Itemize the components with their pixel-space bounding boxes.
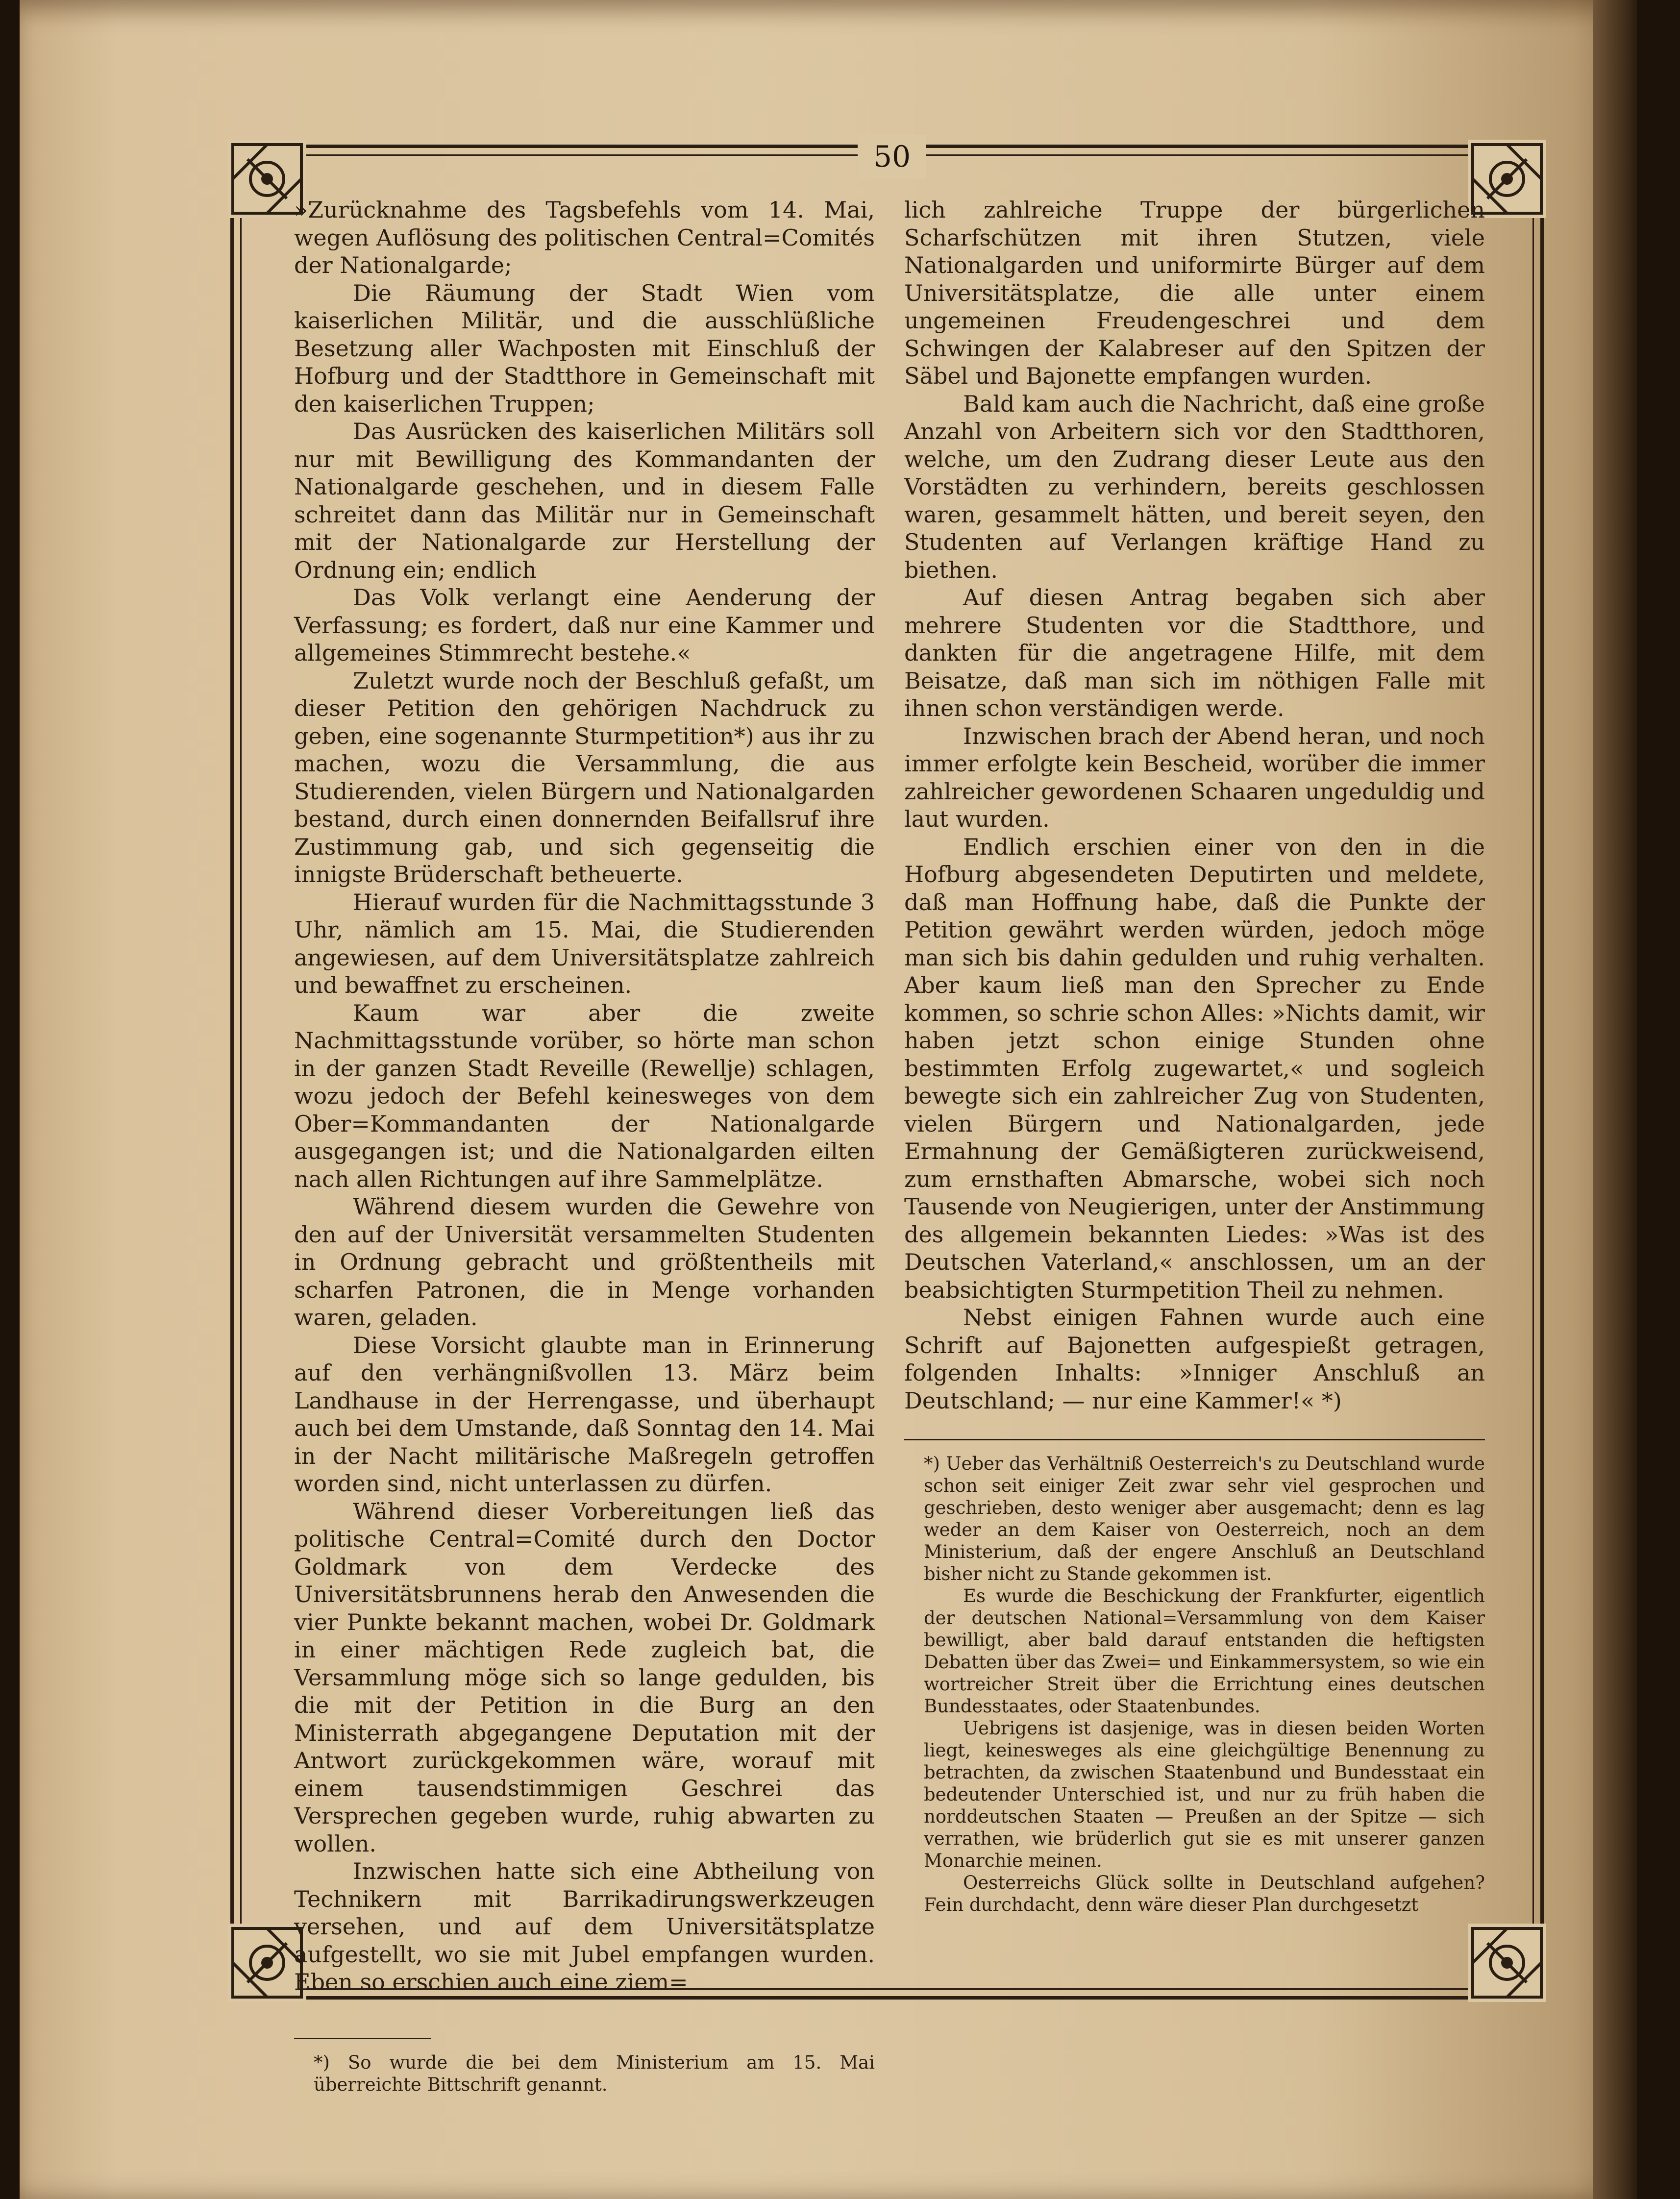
paragraph: Inzwischen hatte sich eine Abtheilung von Technikern mit Barrikadirungswerkzeugen versehen, und auf dem Universitätsplatze aufgestellt, wo sie mit Jubel empfangen wurden. Eben so erschien auch eine ziem= (294, 1858, 875, 1995)
page-number: 50 (858, 135, 926, 179)
paragraph: lich zahlreiche Truppe der bürgerlichen Scharfschützen mit ihren Stutzen, viele Nationalgarden und uniformirte Bürger auf dem Universitätsplatze, die alle unter einem ungemeinen Freudengeschrei und dem Schwingen der Kalabreser auf den Spitzen der Säbel und Bajonette empfangen wurden. (904, 197, 1485, 389)
left-text-column (294, 196, 875, 2096)
footnote-text: Es wurde die Beschickung der Frankfurter, eigentlich der deutschen National=Versammlung von dem Kaiser bewilligt, aber bald darauf entstanden die heftigsten Debatten über das Zwei= und Einkammersystem, so wie ein wortreicher Streit über die Errichtung eines deutschen Bundesstaates, oder Staatenbundes. (924, 1585, 1485, 1717)
footnote-text: *) Ueber das Verhältniß Oesterreich's zu Deutschland wurde schon seit einiger Zeit zwar sehr viel gesprochen und geschrieben, desto weniger aber ausgemacht; denn es lag weder an dem Kaiser von Oesterreich, noch an dem Ministerium, daß der engere Anschluß an Deutschland bisher nicht zu Stande gekommen ist. (924, 1453, 1485, 1584)
paragraph: »Zurücknahme des Tagsbefehls vom 14. Mai, wegen Auflösung des politischen Central=Comités der Nationalgarde; (294, 197, 875, 278)
ornament-corner-bottom-right-icon (1468, 1924, 1546, 2002)
paragraph: Die Räumung der Stadt Wien vom kaiserlichen Militär, und die ausschlüßliche Besetzung aller Wachposten mit Einschluß der Hofburg und der Stadtthore in Gemeinschaft mit den kaiserlichen Truppen; (294, 279, 875, 417)
footnote-left (294, 2051, 875, 2096)
paragraph: Auf diesen Antrag begaben sich aber mehrere Studenten vor die Stadtthore, und dankten für die angetragene Hilfe, mit dem Beisatze, daß man sich im nöthigen Falle mit ihnen schon verständigen werde. (904, 584, 1485, 721)
paragraph: Hierauf wurden für die Nachmittagsstunde 3 Uhr, nämlich am 15. Mai, die Studierenden angewiesen, auf dem Universitätsplatze zahlreich und bewaffnet zu erscheinen. (294, 889, 875, 998)
footnote-right (904, 1453, 1485, 1916)
paragraph: Zuletzt wurde noch der Beschluß gefaßt, um dieser Petition den gehörigen Nachdruck zu geben, eine sogenannte Sturmpetition*) aus ihr zu machen, wozu die Versammlung, die aus Studierenden, vielen Bürgern und Nationalgarden bestand, durch einen donnernden Beifallsruf ihre Zustimmung gab, und sich gegenseitig die innigste Brüderschaft betheuerte. (294, 667, 875, 888)
footnote-divider (294, 2038, 431, 2039)
paragraph: Während dieser Vorbereitungen ließ das politische Central=Comité durch den Doctor Goldmark von dem Verdecke des Universitätsbrunnens herab den Anwesenden die vier Punkte bekannt machen, wobei Dr. Goldmark in einer mächtigen Rede zugleich bat, die Versammlung möge sich so lange gedulden, bis die mit der Petition in die Burg an den Ministerrath abgegangene Deputation mit der Antwort zurückgekommen wäre, worauf mit einem tausendstimmigen Geschrei das Versprechen gegeben wurde, ruhig abwarten zu wollen. (294, 1498, 875, 1857)
paragraph: Inzwischen brach der Abend heran, und noch immer erfolgte kein Bescheid, worüber die immer zahlreicher gewordenen Schaaren ungeduldig und laut wurden. (904, 722, 1485, 832)
footnote-divider (904, 1439, 1485, 1440)
paragraph: Bald kam auch die Nachricht, daß eine große Anzahl von Arbeitern sich vor den Stadtthoren, welche, um den Zudrang dieser Leute aus den Vorstädten zu verhindern, bereits geschlossen waren, gesammelt hätten, und bereit seyen, den Studenten auf Verlangen kräftige Hand zu biethen. (904, 390, 1485, 583)
right-text-column (904, 196, 1485, 1916)
footnote-text: Oesterreichs Glück sollte in Deutschland aufgehen? Fein durchdacht, denn wäre dieser Plan durchgesetzt (924, 1872, 1485, 1915)
paragraph: Während diesem wurden die Gewehre von den auf der Universität versammelten Studenten in Ordnung gebracht und größtentheils mit scharfen Patronen, die in Menge vorhanden waren, geladen. (294, 1193, 875, 1331)
paragraph: Nebst einigen Fahnen wurde auch eine Schrift auf Bajonetten aufgespießt getragen, folgenden Inhalts: »Inniger Anschluß an Deutschland; — nur eine Kammer!« *) (904, 1304, 1485, 1414)
footnote-text: *) So wurde die bei dem Ministerium am 15. Mai überreichte Bittschrift genannt. (314, 2051, 875, 2095)
paragraph: Endlich erschien einer von den in die Hofburg abgesendeten Deputirten und meldete, daß man Hoffnung habe, daß die Punkte der Petition gewährt werden würden, jedoch möge man sich bis dahin gedulden und ruhig verhalten. Aber kaum ließ man den Sprecher zu Ende kommen, so schrie schon Alles: »Nichts damit, wir haben jetzt schon einige Stunden ohne bestimmten Erfolg zugewartet,« und sogleich bewegte sich ein zahlreicher Zug von Studenten, vielen Bürgern und Nationalgarden, jede Ermahnung der Gemäßigteren zurückweisend, zum ernsthaften Abmarsche, wobei sich noch Tausende von Neugierigen, unter der Anstimmung des allgemein bekannten Liedes: »Was ist des Deutschen Vaterland,« anschlossen, um an der beabsichtigten Sturmpetition Theil zu nehmen. (904, 833, 1485, 1303)
paragraph: Kaum war aber die zweite Nachmittagsstunde vorüber, so hörte man schon in der ganzen Stadt Reveille (Rewellje) schlagen, wozu jedoch der Befehl keinesweges von dem Ober=Kommandanten der Nationalgarde ausgegangen ist; und die Nationalgarden eilten nach allen Richtungen auf ihre Sammelplätze. (294, 999, 875, 1192)
paragraph: Diese Vorsicht glaubte man in Erinnerung auf den verhängnißvollen 13. März beim Landhause in der Herrengasse, und überhaupt auch bei dem Umstande, daß Sonntag den 14. Mai in der Nacht militärische Maßregeln getroffen worden sind, nicht unterlassen zu dürfen. (294, 1332, 875, 1497)
footnote-text: Uebrigens ist dasjenige, was in diesen beiden Worten liegt, keinesweges als eine gleichgültige Benennung zu betrachten, da zwischen Staatenbund und Bundesstaat ein bedeutender Unterschied ist, und nur zu früh haben die norddeutschen Staaten — Preußen an der Spitze — sich verrathen, wie brüderlich gut sie es mit unserer ganzen Monarchie meinen. (924, 1718, 1485, 1871)
paragraph: Das Ausrücken des kaiserlichen Militärs soll nur mit Bewilligung des Kommandanten der Nationalgarde geschehen, und in diesem Falle schreitet dann das Militär nur in Gemeinschaft mit der Nationalgarde zur Herstellung der Ordnung ein; endlich (294, 418, 875, 583)
paragraph: Das Volk verlangt eine Aenderung der Verfassung; es fordert, daß nur eine Kammer und allgemeines Stimmrecht bestehe.« (294, 584, 875, 666)
book-spine (1593, 0, 1637, 2199)
